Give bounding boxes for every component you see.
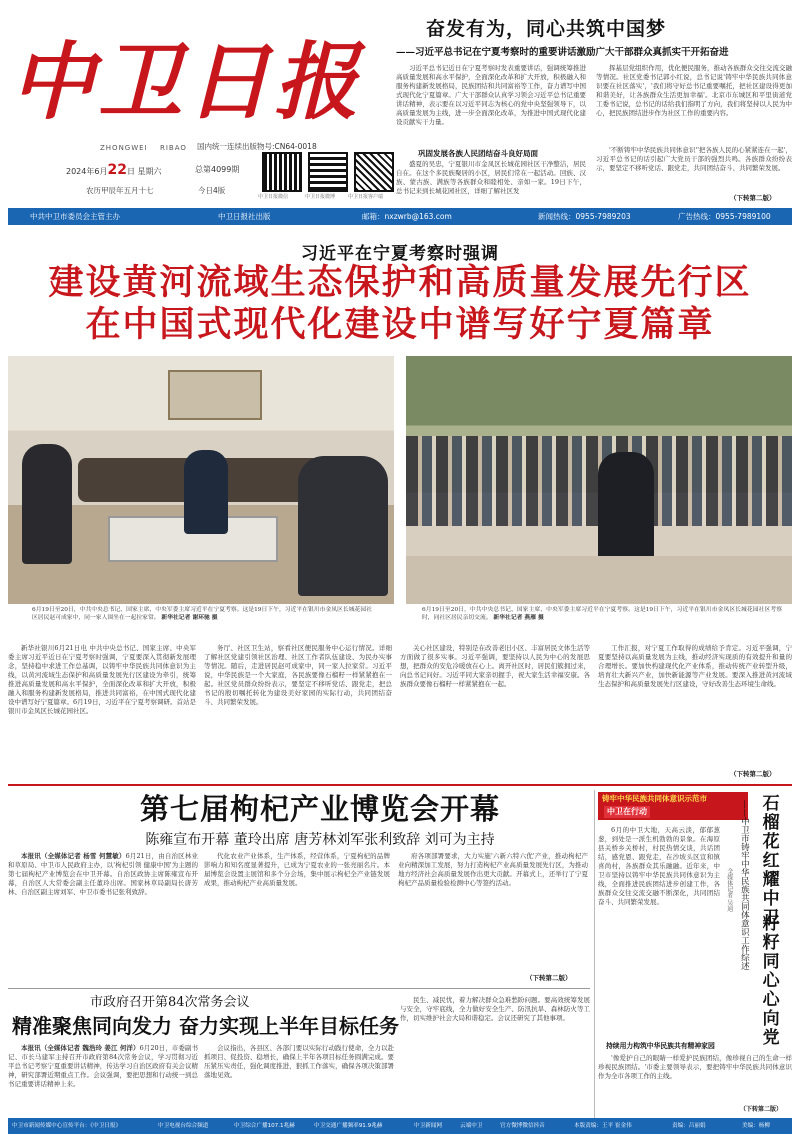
issue-date <box>66 160 161 180</box>
meeting-col2 <box>204 1044 394 1114</box>
lead-body-col3 <box>400 644 590 776</box>
lead-body-col1-text: 新华社银川6月21日电 中共中央总书记、国家主席、中央军委主席习近平近日在宁夏考察时强调，宁夏要深入贯彻新发展理念，坚持稳中求进工作总基调，以铸牢中华民族共同体意识为主线，以黄河流域生态保护和高质量发展先行区建设为牵引，统筹推进高质量发展和高水平保护，全面深化改革和扩大开放，积极融入和服务构建新发展格局，推进共同富裕，在中国式现代化建设中谱写好宁夏篇章。6月19日，习近平在宁夏考察调研。首站是银川市金凤区长城花园社区。 <box>8 644 196 715</box>
page-count: 今日4版 <box>198 186 226 195</box>
photo-home-visit <box>8 356 394 604</box>
meeting-col3 <box>400 996 590 1114</box>
side-subtitle: ——中卫市铸牢中华民族共同体意识工作综述 <box>739 800 750 970</box>
footer-item-8: 责编：吕丽娟 <box>672 1123 706 1129</box>
footer-item-3: 中卫交通广播频率91.9兆赫 <box>314 1123 383 1129</box>
lead-kicker: 习近平在宁夏考察时强调 <box>301 244 499 264</box>
top-story-col2b-text: '不断铸牢中华民族共同体意识''把各族人民的心紧紧连在一起'，习近平总书记的话引起广大党员干部的强烈共鸣。各族群众纷纷表示，要坚定不移听党话、跟党走，共同团结奋斗、共同繁荣发展。 <box>596 146 792 172</box>
masthead <box>0 0 800 206</box>
goji-col3-text: 府各项部署要求，大力实施'六新六特六优'产业，推动枸杞产业向精深加工发展，努力打造枸杞产业高质量发展先行区，为推动地方经济社会高质量发展作出更大贡献。开幕式上，还举行了宁夏枸杞产品质量检验检测中心等签约活动。 <box>398 852 588 887</box>
divider-goji <box>8 988 590 989</box>
meeting-col1 <box>8 1044 198 1114</box>
goji-col2 <box>204 852 390 984</box>
lead-jump: （下转第二版） <box>730 770 776 778</box>
meeting-col3-text: 民生、减民忧，着力解决群众急难愁盼问题。要高效统筹发展与安全，守牢底线，全力做好安全生产、防汛抗旱、森林防火等工作，切实维护社会大局和谐稳定。会议还研究了其他事项。 <box>400 996 590 1022</box>
side-subhead: 持续用力构筑中华民族共有精神家园 <box>606 1042 715 1050</box>
side-body <box>598 826 720 1036</box>
top-story-subhead: 巩固发展各族人民团结奋斗良好局面 <box>418 149 538 158</box>
top-story-jump: （下转第二版） <box>730 194 776 202</box>
lead-headline-1: 建设黄河流域生态保护和高质量发展先行区 <box>48 262 752 303</box>
top-story-col2 <box>596 64 792 144</box>
footer-bar <box>8 1118 792 1134</box>
footer-item-1: 中卫电视台综合频道 <box>158 1123 209 1129</box>
goji-headline: 第七届枸杞产业博览会开幕 <box>139 792 500 826</box>
footer-item-9: 美编：杨柳 <box>742 1123 770 1129</box>
caption-right <box>422 606 782 634</box>
lunar-date: 农历甲辰年五月十七 <box>86 186 154 195</box>
photo-person-c <box>298 456 388 596</box>
caption-right-credit: 新华社记者 燕雁 摄 <box>493 615 544 621</box>
lead-body-col2-text: 务厅、社区卫生站，察看社区便民服务中心运行情况。详细了解社区党建引领社区治理、社区工作者队伍建设、为民办实事等情况。随后，走进居民赵可成家中，同一家人拉家常。习近平说，中华民族是一个大家庭，各民族要像石榴籽一样紧紧抱在一起。社区党员群众纷纷表示，要坚定不移听党话、跟党走，把总书记的殷切嘱托转化为建设美好家园的实际行动，共同团结奋斗、共同繁荣发展。 <box>204 644 392 706</box>
side-title-2: 籽籽同心心向党 <box>758 914 779 1047</box>
top-story-col1b-text: 盛夏的吴忠，宁夏银川市金凤区长城花园社区干净整洁，居民自在。在这个多民族聚居的小区，居民们常在一起活动。回族、汉族、蒙古族、满族等各族群众和睦相处、亲如一家。19日下午，总书记来到长城花园社区，详细了解社区发 <box>396 160 586 195</box>
lead-body-col4-text: 工作汇报，对宁夏工作取得的成绩给予肯定。习近平强调，宁夏要坚持以高质量发展为主线，推动经济实现质的有效提升和量的合理增长。要加快构建现代化产业体系，推动传统产业转型升级，培育壮大新兴产业，加快新能源等产业发展。要深入推进黄河流域生态保护和高质量发展先行区建设，守好改善生态环境生命线。 <box>598 644 792 688</box>
goji-col1-text: 6月21日，由自治区林业和草原局、中卫市人民政府主办，以'枸杞引领 健康中国'为主题的第七届枸杞产业博览会在中卫开幕。自治区政协主席陈雍宣布开幕，自治区人大常委会副主任董玲出席。国家林草局副局长唐芳林、自治区副主席刘军、中卫市委书记张利致辞。 <box>8 852 198 896</box>
side-byline: 全媒体记者 吴迪 <box>725 868 733 912</box>
photo-community-crowd <box>406 356 792 604</box>
meeting-headline: 精准聚焦同向发力 奋力实现上半年目标任务 <box>12 1014 399 1038</box>
footer-item-0: 中卫市新闻传媒中心宣传平台：《中卫日报》 <box>12 1123 122 1129</box>
side-body-2 <box>598 1054 792 1108</box>
lead-body-col2 <box>204 644 392 776</box>
goji-subtitle: 陈雍宣布开幕 董玲出席 唐芳林刘军张利致辞 刘可为主持 <box>145 832 495 848</box>
caption-left-text: 6月19日至20日，中共中央总书记、国家主席、中央军委主席习近平在宁夏考察。这是19日下午，习近平在银川市金凤区长城花园社区居民赵可成家中，同一家人围坐在一起拉家常。 <box>32 607 372 621</box>
info-email[interactable]: 邮箱：nxzwrb@163.com <box>362 212 452 221</box>
date-suffix: 日 星期六 <box>126 167 162 176</box>
meeting-kicker: 市政府召开第84次常务会议 <box>90 995 250 1010</box>
footer-item-6[interactable]: 官方微博微信抖音 <box>500 1123 545 1129</box>
side-body-text: 6月的中卫大地，天高云淡，郁郁葱葱，到处是一派生机勃勃的景象。在海原县关桥乡关桥村，村民热情交谈，共话团结，感党恩、跟党走，在沙坡头区宣和镇喜尚村，各族群众其乐融融。近年来，中卫市坚持以铸牢中华民族共同体意识为主线，全面推进民族团结进步创建工作，各族群众交往交流交融不断深化，共同团结奋斗、共同繁荣发展。 <box>598 826 720 906</box>
caption-right-text: 6月19日至20日，中共中央总书记、国家主席、中央军委主席习近平在宁夏考察。这是19日下午，习近平在银川市金凤区长城花园社区考察时，同社区居民亲切交流。 <box>422 607 782 621</box>
info-bar <box>8 208 792 225</box>
caption-left-credit: 新华社记者 谢环驰 摄 <box>161 615 218 621</box>
side-body-2-text: '像爱护自己的眼睛一样爱护民族团结，像珍视自己的生命一样珍视民族团结。'市委主要领导表示，要把铸牢中华民族共同体意识作为全市各项工作的主线。 <box>598 1054 792 1080</box>
issue-number: 总第4099期 <box>195 165 240 174</box>
side-banner-text: 铸牢中华民族共同体意识示范市 <box>602 794 707 803</box>
footer-item-2: 中卫综合广播107.1兆赫 <box>234 1123 295 1129</box>
qr-label-app: 中卫日报客户端 <box>348 194 384 200</box>
photo-wall-painting <box>168 370 262 420</box>
date-day: 22 <box>107 162 127 178</box>
photo-person-b <box>184 450 228 534</box>
top-story-col2-text: 挥基层党组织作用，优化便民服务，推动各族群众交往交流交融等情况。社区党委书记郭小红说，总书记说'铸牢中华民族共同体意识要在社区落实'，'我们将守好总书记重要嘱托，把社区建设得更加和谐美好，让各族群众生活更加幸福'。北京市东城区和平里街道党工委书记说，总书记的话给我们指明了方向，我们将坚持以人民为中心，把民族团结进步作为社区工作的重要内容。 <box>596 64 792 117</box>
qr-code-app[interactable] <box>354 152 394 192</box>
side-banner <box>598 792 748 820</box>
date-prefix: 2024年6月 <box>66 167 108 176</box>
top-story-title: 奋发有为，同心共筑中国梦 <box>426 18 667 40</box>
lead-headline-2: 在中国式现代化建设中谱写好宁夏篇章 <box>85 304 715 345</box>
info-ad-hotline: 广告热线：0955-7989100 <box>678 212 771 221</box>
photo-person-a <box>22 444 72 564</box>
top-story-col2b <box>596 146 792 190</box>
footer-item-5[interactable]: 云端中卫 <box>460 1123 483 1129</box>
pinyin-zhongwei: ZHONGWEI <box>100 144 148 152</box>
info-sponsor: 中共中卫市委员会主管主办 <box>30 212 120 221</box>
goji-col1 <box>8 852 198 984</box>
masthead-logo: 中卫日报 <box>10 32 363 131</box>
goji-col2-text: 代化农业产业体系，生产体系，经营体系，宁夏枸杞的品牌影响力和知名度显著提升，已成为宁夏农业的一张亮丽名片。本届博览会设置主展馆和多个分会场，集中展示枸杞全产业链发展成果，推动枸杞产业高质量发展。 <box>204 852 390 887</box>
caption-left <box>32 606 372 634</box>
goji-jump: （下转第二版） <box>526 974 572 982</box>
side-divider <box>594 790 595 1118</box>
meeting-byline: 本报讯（全媒体记者 魏浩玲 姜江 何洋） <box>21 1044 140 1052</box>
pinyin-ribao: RIBAO <box>160 144 187 152</box>
lead-body-col3-text: 关心社区建设，特别是在改善老旧小区、丰富居民文体生活等方面做了很多实事。习近平强调，要坚持以人民为中心的发展思想，把群众的安危冷暖放在心上。离开社区时，居民们簇拥过来，向总书记问好。习近平同大家亲切握手，祝大家生活幸福安康。各族群众要像石榴籽一样紧紧抱在一起。 <box>400 644 590 688</box>
divider-lead <box>8 784 792 786</box>
footer-item-7: 本版责编：王平 崔金伟 <box>574 1123 632 1129</box>
photo-ground <box>406 556 792 604</box>
qr-code-wechat[interactable] <box>262 152 302 192</box>
qr-code-weibo[interactable] <box>308 152 348 192</box>
top-story-col1 <box>396 64 586 144</box>
top-story-col1-text: 习近平总书记近日在宁夏考察时发表重要讲话，强调统筹推进高质量发展和高水平保护，全面深化改革和扩大开放，积极融入和服务构建新发展格局，民族团结和共同富裕等工作，奋力谱写中国式现代化宁夏篇章。广大干部群众认真学习领会习近平总书记重要讲话精神，表示要在以习近平同志为核心的党中央坚强领导下，以高质量发展为主线，进一步全面深化改革，为推进中国式现代化建设贡献实干力量。 <box>396 64 586 126</box>
info-publisher: 中卫日报社出版 <box>218 212 271 221</box>
goji-byline: 本报讯（全媒体记者 杨雪 何慧敏） <box>21 852 126 860</box>
meeting-col2-text: 会议指出，各县区、各部门要以实际行动践行使命，全力以赴抓项目、促投资、稳增长，确保上半年各项目标任务圆满完成。要压紧压实责任，强化调度推进，狠抓工作落实，确保各项决策部署落地见效。 <box>204 1044 394 1079</box>
cn-number: 国内统一连续出版物号:CN64-0018 <box>197 142 317 151</box>
lead-body-col4 <box>598 644 792 768</box>
side-title-1: 石榴花红耀中卫 <box>758 794 779 927</box>
footer-item-4[interactable]: 中卫新闻网 <box>414 1123 442 1129</box>
top-story-col1b <box>396 160 586 202</box>
side-jump: （下转第二版） <box>740 1106 783 1113</box>
side-banner-text-2: 中卫在行动 <box>604 806 650 818</box>
top-story-subtitle: ——习近平总书记在宁夏考察时的重要讲话激励广大干部群众真抓实干开拓奋进 <box>396 47 729 58</box>
meeting-col1-text: 6月20日，市委副书记、市长马建军主持召开市政府第84次常务会议，学习贯彻习近平总书记考察宁夏重要讲话精神，传达学习自治区政府有关会议精神，研究部署近期重点工作。会议强调，要把思想和行动统一到总书记重要讲话精神上来。 <box>8 1044 198 1088</box>
info-news-hotline: 新闻热线：0955-7989203 <box>538 212 631 221</box>
goji-col3 <box>398 852 588 976</box>
lead-body-col1 <box>8 644 196 776</box>
qr-label-wechat: 中卫日报微信 <box>258 194 289 200</box>
qr-label-weibo: 中卫日报微博 <box>305 194 336 200</box>
